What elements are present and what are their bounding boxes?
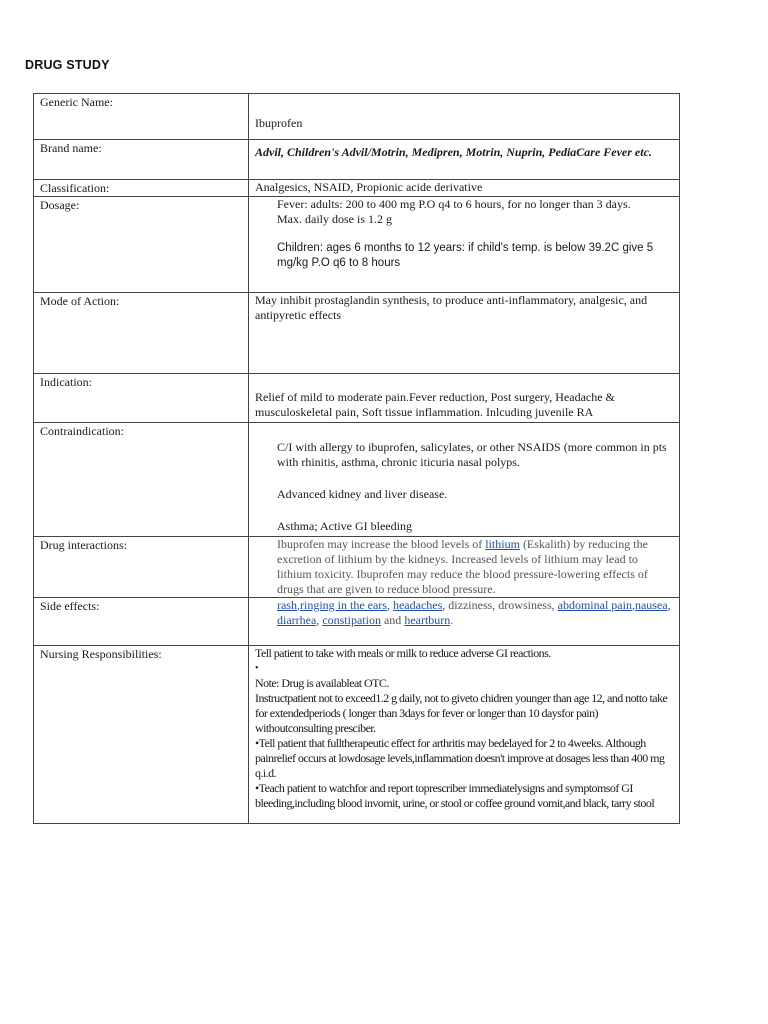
nursing-line-dose-limit: Instructpatient not to exceed1.2 g daily, not to giveto chidren younger than age 12, and notto take for extendedperiods ( longer than 3days for fever or longer than 10 daysfor pain) withoutconsulting presciber. bbox=[255, 691, 668, 735]
indication-cell bbox=[249, 374, 680, 423]
table-row bbox=[34, 646, 680, 824]
contraindication-allergy: C/I with allergy to ibuprofen, salicylates, or other NSAIDS (more common in pts with rhinitis, asthma, chronic iticuria nasal polyps. bbox=[277, 440, 667, 469]
contraindication-cell bbox=[249, 423, 680, 537]
brand-name-label: Brand name: bbox=[34, 140, 249, 180]
nursing-line-gi-bleeding: •Teach patient to watchfor and report toprescriber immediatelysigns and symptomsof GI bleeding,including blood invomit, urine, or stool or coffee ground vomit,and black, tarry stool bbox=[255, 781, 655, 810]
mode-of-action-label: Mode of Action: bbox=[34, 293, 249, 374]
side-effects-and: and bbox=[380, 613, 405, 627]
dosage-label: Dosage: bbox=[34, 197, 249, 293]
contraindication-kidney: Advanced kidney and liver disease. bbox=[277, 487, 448, 501]
brand-name-value: Advil, Children's Advil/Motrin, Medipren, Motrin, Nuprin, PediaCare Fever etc. bbox=[255, 145, 652, 159]
table-row bbox=[34, 197, 680, 293]
headaches-link[interactable]: headaches bbox=[392, 598, 443, 612]
indication-label: Indication: bbox=[34, 374, 249, 423]
nausea-link[interactable]: nausea bbox=[634, 598, 668, 612]
dosage-line-2: Max. daily dose is 1.2 g bbox=[277, 212, 392, 226]
dosage-line-1: Fever: adults: 200 to 400 mg P.O q4 to 6 hours, for no longer than 3 days. bbox=[277, 197, 631, 211]
nursing-line-meals: Tell patient to take with meals or milk to reduce adverse GI reactions. bbox=[255, 646, 551, 660]
drug-interactions-label: Drug interactions: bbox=[34, 537, 249, 598]
side-effects-label: Side effects: bbox=[34, 598, 249, 646]
nursing-responsibilities-label: Nursing Responsibilities: bbox=[34, 646, 249, 824]
table-row bbox=[34, 374, 680, 423]
nursing-line-otc: Note: Drug is availableat OTC. bbox=[255, 676, 389, 690]
ringing-in-ears-link[interactable]: ringing in the ears bbox=[300, 598, 387, 612]
indication-value: Relief of mild to moderate pain.Fever reduction, Post surgery, Headache & musculoskeletal pain, Soft tissue inflammation. Inlcuding juvenile RA bbox=[255, 390, 615, 419]
contraindication-label: Contraindication: bbox=[34, 423, 249, 537]
drug-interactions-cell bbox=[249, 537, 680, 598]
table-row bbox=[34, 423, 680, 537]
dosage-children: Children: ages 6 months to 12 years: if child's temp. is below 39.2C give 5 mg/kg P.O q6 to 8 hours bbox=[277, 242, 654, 269]
table-row bbox=[34, 140, 680, 180]
table-row bbox=[34, 293, 680, 374]
classification-value: Analgesics, NSAID, Propionic acide derivative bbox=[249, 180, 680, 197]
diarrhea-link[interactable]: diarrhea bbox=[277, 613, 317, 627]
table-row bbox=[34, 537, 680, 598]
brand-name-cell bbox=[249, 140, 680, 180]
side-effects-text: rash,ringing in the ears, headaches, dizziness, drowsiness, abdominal pain,nausea, diarrhea, constipation and heartburn. bbox=[277, 598, 671, 627]
nursing-bullet: • bbox=[255, 663, 258, 674]
rash-link[interactable]: rash bbox=[277, 598, 297, 612]
table-row bbox=[34, 180, 680, 197]
nursing-line-arthritis: •Tell patient that fulltherapeutic effect for arthritis may bedelayed for 2 to 4weeks. Although painrelief occurs at lowdosage levels,inflammation doesn't improve at dosages less than 400 mg q.i.d. bbox=[255, 736, 665, 780]
heartburn-link[interactable]: heartburn bbox=[404, 613, 451, 627]
constipation-link[interactable]: constipation bbox=[322, 613, 381, 627]
generic-name-cell bbox=[249, 94, 680, 140]
side-effects-middle: dizziness, drowsiness, bbox=[448, 598, 558, 612]
classification-label: Classification: bbox=[34, 180, 249, 197]
dosage-cell bbox=[249, 197, 680, 293]
contraindication-asthma: Asthma; Active GI bleeding bbox=[277, 519, 412, 533]
nursing-responsibilities-cell bbox=[249, 646, 680, 824]
table-row bbox=[34, 598, 680, 646]
drug-study-table bbox=[33, 93, 680, 824]
generic-name-value: Ibuprofen bbox=[255, 116, 303, 130]
abdominal-pain-link[interactable]: abdominal pain bbox=[557, 598, 632, 612]
lithium-link[interactable]: lithium bbox=[485, 537, 520, 551]
generic-name-label: Generic Name: bbox=[34, 94, 249, 140]
mode-of-action-value: May inhibit prostaglandin synthesis, to produce anti-inflammatory, analgesic, and antipyretic effects bbox=[249, 293, 680, 374]
table-row bbox=[34, 94, 680, 140]
drug-interactions-text bbox=[255, 537, 673, 597]
document-title: DRUG STUDY bbox=[25, 58, 110, 72]
interactions-text-end: (Eskalith) by reducing the excretion of lithium by the kidneys. Increased levels of lithium may lead to lithium toxicity. Ibuprofen may reduce the blood pressure-lowering effects of drugs that are given to reduce blood pressure. bbox=[277, 537, 648, 596]
side-effects-cell bbox=[249, 598, 680, 646]
interactions-text-start: Ibuprofen may increase the blood levels of bbox=[277, 537, 486, 551]
